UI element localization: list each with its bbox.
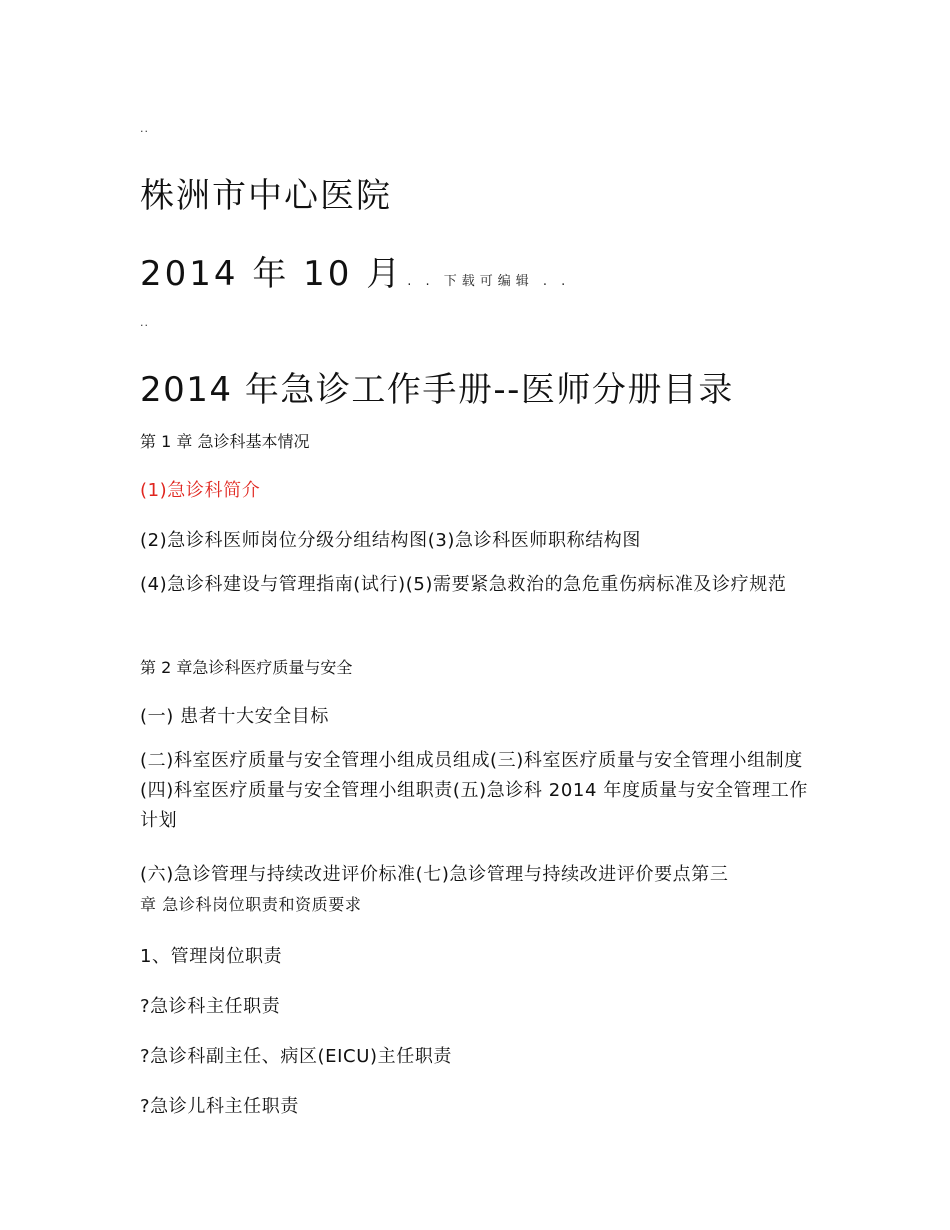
toc-item-pediatric-director-duties: ?急诊儿科主任职责 [140,1096,299,1117]
toc-item-management-duties: 1、管理岗位职责 [140,946,283,967]
toc-item-evaluation [140,860,812,920]
toc-item-guidelines: (4)急诊科建设与管理指南(试行)(5)需要紧急救治的急危重伤病标准及诊疗规范 [140,574,787,595]
chapter-3-heading: 章 急诊科岗位职责和资质要求 [140,895,362,914]
toc-item-quality-management: (二)科室医疗质量与安全管理小组成员组成(三)科室医疗质量与安全管理小组制度(四)科室医疗质量与安全管理小组职责(五)急诊科 2014 年度质量与安全管理工作计划 [140,750,808,831]
download-note: . . 下载可编辑 . . [407,274,571,289]
document-date: 2014 年 10 月 [140,254,404,294]
toc-item-safety-goals: (一) 患者十大安全目标 [140,706,329,727]
toc-title: 2014 年急诊工作手册--医师分册目录 [140,370,734,410]
header-dots: .. [140,122,149,135]
date-line [140,246,570,295]
toc-item-structure: (2)急诊科医师岗位分级分组结构图(3)急诊科医师职称结构图 [140,530,641,551]
toc-item-deputy-director-duties: ?急诊科副主任、病区(EICU)主任职责 [140,1046,453,1067]
toc-item-intro: (1)急诊科简介 [140,480,261,501]
toc-item-director-duties: ?急诊科主任职责 [140,996,281,1017]
chapter-2-heading: 第 2 章急诊科医疗质量与安全 [140,658,353,677]
toc-item-evaluation-main: (六)急诊管理与持续改进评价标准(七)急诊管理与持续改进评价要点第三 [140,864,729,885]
chapter-1-heading: 第 1 章 急诊科基本情况 [140,432,310,451]
hospital-name: 株洲市中心医院 [140,176,392,216]
header-dots-secondary: .. [140,316,149,329]
